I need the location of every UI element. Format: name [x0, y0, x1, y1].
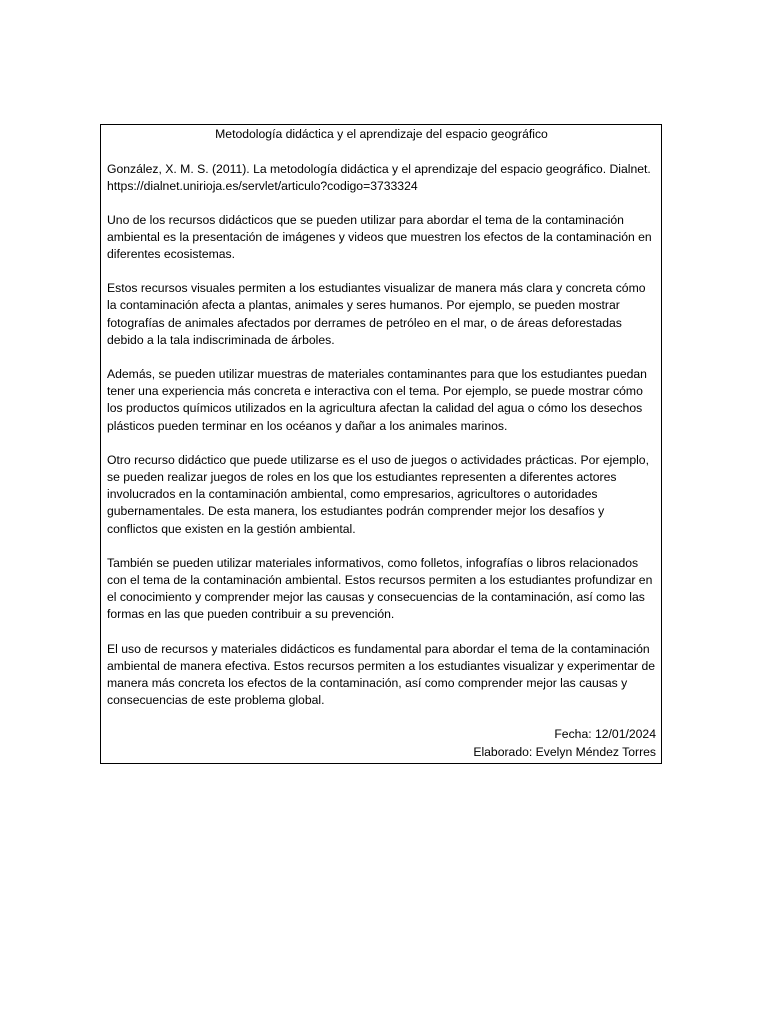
paragraph-2: Estos recursos visuales permiten a los estudiantes visualizar de manera más clara y concreta cómo la contaminación afecta a plantas, animales y seres humanos. Por ejemplo, se pueden mostrar fotografías de animales afectados por derrames de petróleo en el mar, o de áreas deforestadas debido a la tala indiscriminada de árboles.	[107, 281, 646, 347]
reference-citation: González, X. M. S. (2011). La metodología didáctica y el aprendizaje del espacio geográfico. Dialnet. https://dialnet.unirioja.es/servlet/articulo?codigo=3733324	[107, 162, 651, 194]
paragraph-4: Otro recurso didáctico que puede utilizarse es el uso de juegos o actividades prácticas. Por ejemplo, se pueden realizar juegos de roles en los que los estudiantes representen a diferentes actores involucrados en la contaminación ambiental, como empresarios, agricultores o autoridades gubernamentales. De esta manera, los estudiantes podrán comprender mejor los desafíos y conflictos que existen en la gestión ambiental.	[107, 452, 649, 536]
paragraph-6: El uso de recursos y materiales didácticos es fundamental para abordar el tema de la contaminación ambiental de manera efectiva. Estos recursos permiten a los estudiantes visualizar y experimentar de manera más concreta los efectos de la contaminación, así como comprender mejor las causas y consecuencias de este problema global.	[107, 641, 656, 708]
paragraph-5: También se pueden utilizar materiales informativos, como folletos, infografías o libros relacionados con el tema de la contaminación ambiental. Estos recursos permiten a los estudiantes profundizar en el conocimiento y comprender mejor las causas y consecuencias de la contaminación, así como las formas en las que pueden contribuir a su prevención.	[107, 555, 653, 622]
document-footer	[107, 726, 656, 760]
paragraph-3: Además, se pueden utilizar muestras de materiales contaminantes para que los estudiantes puedan tener una experiencia más concreta e interactiva con el tema. Por ejemplo, se puede mostrar cómo los productos químicos utilizados en la agricultura afectan la calidad del agua o cómo los desechos plásticos pueden terminar en los océanos y dañar a los animales marinos.	[107, 367, 647, 433]
paragraph-1: Uno de los recursos didácticos que se pueden utilizar para abordar el tema de la contaminación ambiental es la presentación de imágenes y videos que muestren los efectos de la contaminación en diferentes ecosistemas.	[107, 212, 652, 262]
document-title: Metodología didáctica y el aprendizaje del espacio geográfico	[215, 127, 548, 141]
date-line: Fecha: 12/01/2024	[554, 727, 656, 742]
author-line: Elaborado: Evelyn Méndez Torres	[473, 744, 656, 759]
document-frame	[100, 124, 662, 764]
